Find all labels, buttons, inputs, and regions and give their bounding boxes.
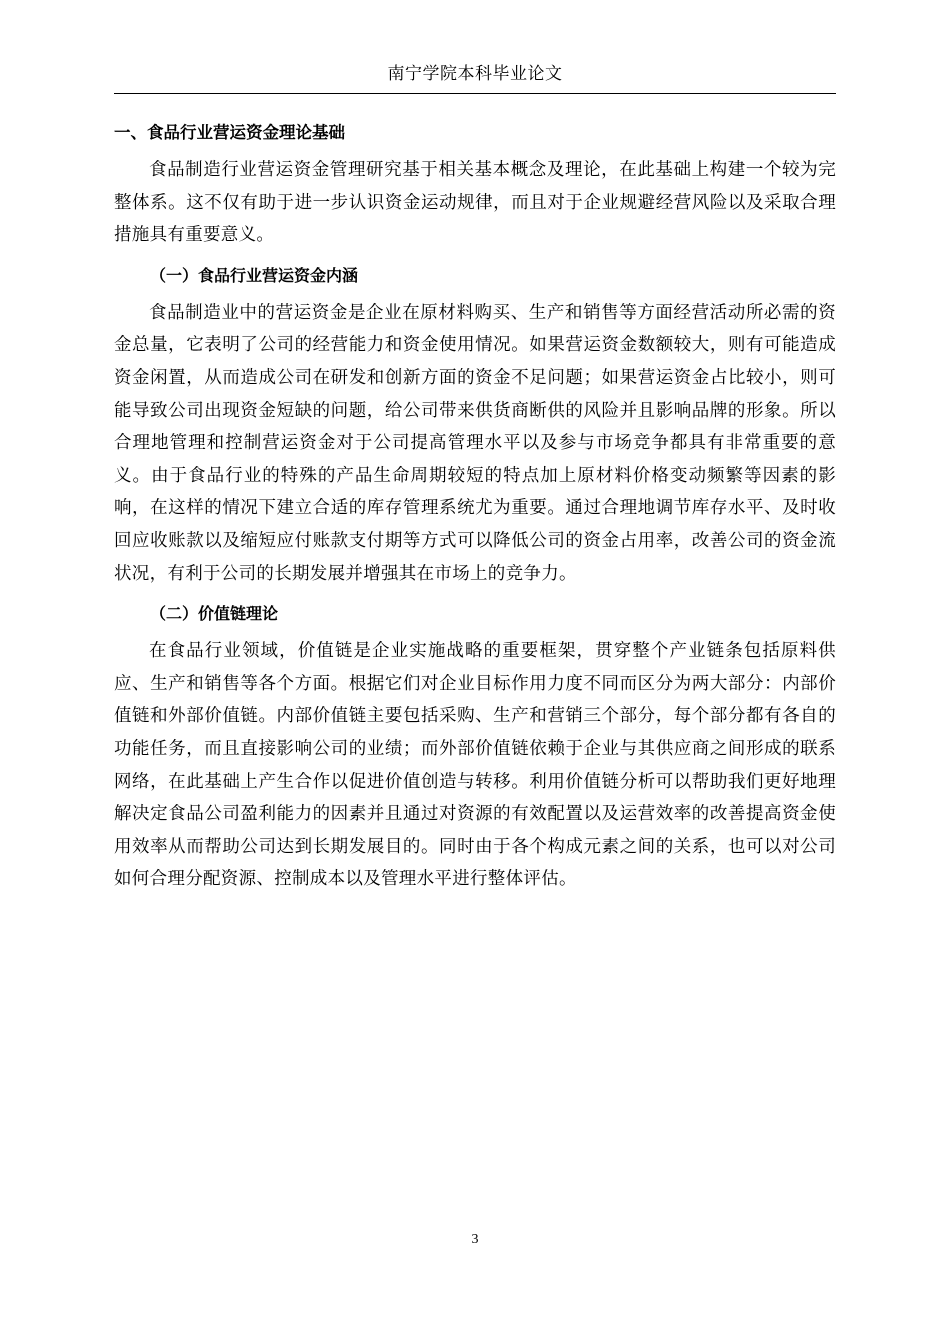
- page-body: [114, 117, 836, 904]
- header-rule: [114, 93, 836, 94]
- subsection-heading-connotation: （一）食品行业营运资金内涵: [150, 265, 359, 285]
- subsection-paragraph-connotation: 食品制造业中的营运资金是企业在原材料购买、生产和销售等方面经营活动所必需的资金总量，它表明了公司的经营能力和资金使用情况。如果营运资金数额较大，则有可能造成资金闲置，从而造成公司在研发和创新方面的资金不足问题；如果营运资金占比较小，则可能导致公司出现资金短缺的问题，给公司带来供货商断供的风险并且影响品牌的形象。所以合理地管理和控制营运资金对于公司提高管理水平以及参与市场竞争都具有非常重要的意义。由于食品行业的特殊的产品生命周期较短的特点加上原材料价格变动频繁等因素的影响，在这样的情况下建立合适的库存管理系统尤为重要。通过合理地调节库存水平、及时收回应收账款以及缩短应付账款支付期等方式可以降低公司的资金占用率，改善公司的资金流状况，有利于公司的长期发展并增强其在市场上的竞争力。: [114, 302, 836, 584]
- section-heading: 一、食品行业营运资金理论基础: [114, 123, 345, 142]
- running-header: 南宁学院本科毕业论文: [387, 64, 563, 84]
- section-intro-paragraph: 食品制造行业营运资金管理研究基于相关基本概念及理论，在此基础上构建一个较为完整体系。这不仅有助于进一步认识资金运动规律，而且对于企业规避经营风险以及采取合理措施具有重要意义。: [114, 160, 836, 246]
- subsection-heading-value-chain: （二）价值链理论: [150, 604, 279, 624]
- subsection-paragraph-value-chain: 在食品行业领域，价值链是企业实施战略的重要框架，贯穿整个产业链条包括原料供应、生产和销售等各个方面。根据它们对企业目标作用力度不同而区分为两大部分：内部价值链和外部价值链。内部价值链主要包括采购、生产和营销三个部分，每个部分都有各自的功能任务，而且直接影响公司的业绩；而外部价值链依赖于企业与其供应商之间形成的联系网络，在此基础上产生合作以促进价值创造与转移。利用价值链分析可以帮助我们更好地理解决定食品公司盈利能力的因素并且通过对资源的有效配置以及运营效率的改善提高资金使用效率从而帮助公司达到长期发展目的。同时由于各个构成元素之间的关系，也可以对公司如何合理分配资源、控制成本以及管理水平进行整体评估。: [114, 641, 836, 890]
- page-number: 3: [471, 1232, 479, 1247]
